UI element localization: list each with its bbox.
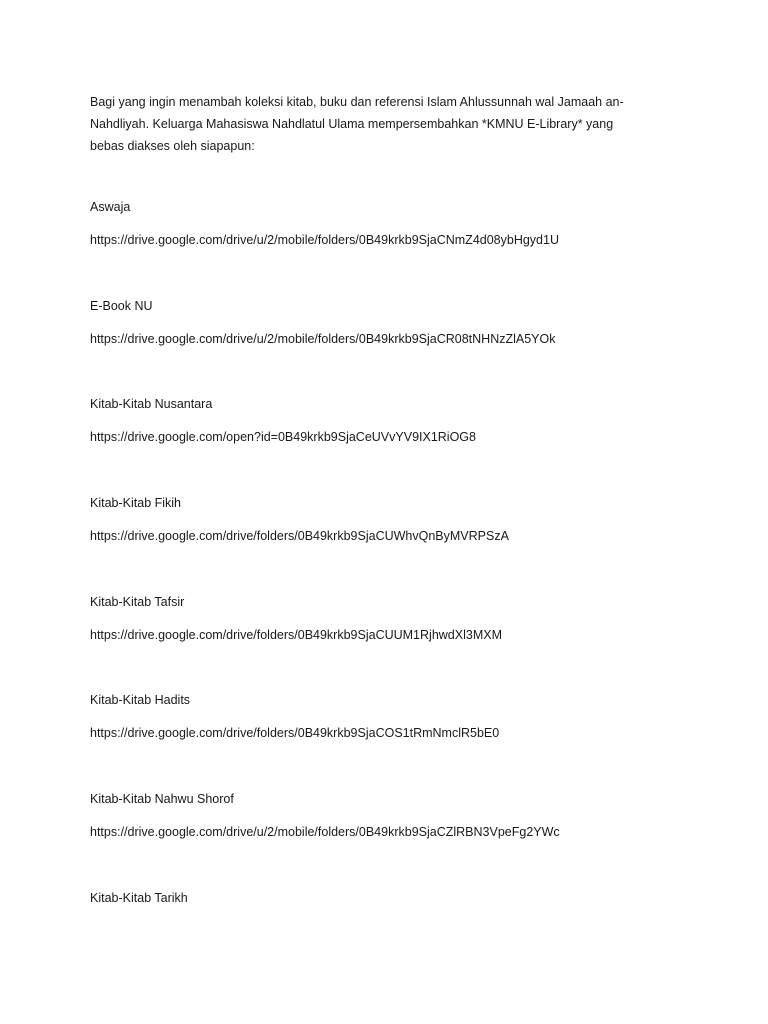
list-item (90, 592, 690, 691)
entry-link[interactable]: https://drive.google.com/drive/folders/0B49krkb9SjaCUWhvQnByMVRPSzA (90, 529, 509, 544)
entry-link[interactable]: https://drive.google.com/drive/u/2/mobile/folders/0B49krkb9SjaCR08tNHNzZlA5YOk (90, 331, 556, 346)
entry-link[interactable]: https://drive.google.com/drive/u/2/mobile/folders/0B49krkb9SjaCZlRBN3VpeFg2YWc (90, 825, 560, 840)
list-item (90, 493, 690, 592)
list-item (90, 789, 690, 888)
entry-title: Kitab-Kitab Tafsir (90, 594, 185, 609)
entry-link[interactable]: https://drive.google.com/drive/u/2/mobile/folders/0B49krkb9SjaCNmZ4d08ybHgyd1U (90, 233, 559, 247)
entry-list (90, 197, 690, 987)
list-item (90, 888, 690, 987)
entry-title: Kitab-Kitab Nahwu Shorof (90, 792, 234, 807)
entry-title: E-Book NU (90, 298, 153, 313)
entry-title: Kitab-Kitab Fikih (90, 496, 182, 511)
list-item (90, 394, 690, 493)
entry-link[interactable]: https://drive.google.com/drive/folders/0B49krkb9SjaCOS1tRmNmclR5bE0 (90, 726, 500, 741)
list-item (90, 296, 690, 395)
entry-title: Kitab-Kitab Hadits (90, 693, 191, 708)
list-item (90, 197, 690, 296)
entry-link[interactable]: https://drive.google.com/open?id=0B49krkb9SjaCeUVvYV9IX1RiOG8 (90, 430, 476, 445)
entry-title: Kitab-Kitab Tarikh (90, 890, 188, 905)
entry-link[interactable]: https://drive.google.com/drive/folders/0B49krkb9SjaCUUM1RjhwdXl3MXM (90, 627, 502, 642)
list-item (90, 690, 690, 789)
entry-title: Aswaja (90, 200, 131, 214)
entry-title: Kitab-Kitab Nusantara (90, 397, 213, 412)
intro-paragraph: Bagi yang ingin menambah koleksi kitab, buku dan referensi Islam Ahlussunnah wal Jamaah an-Nahdliyah. Keluarga Mahasiswa Nahdlatul Ulama mempersembahkan *KMNU E-Library* yang bebas diakses oleh siapapun: (90, 95, 624, 153)
